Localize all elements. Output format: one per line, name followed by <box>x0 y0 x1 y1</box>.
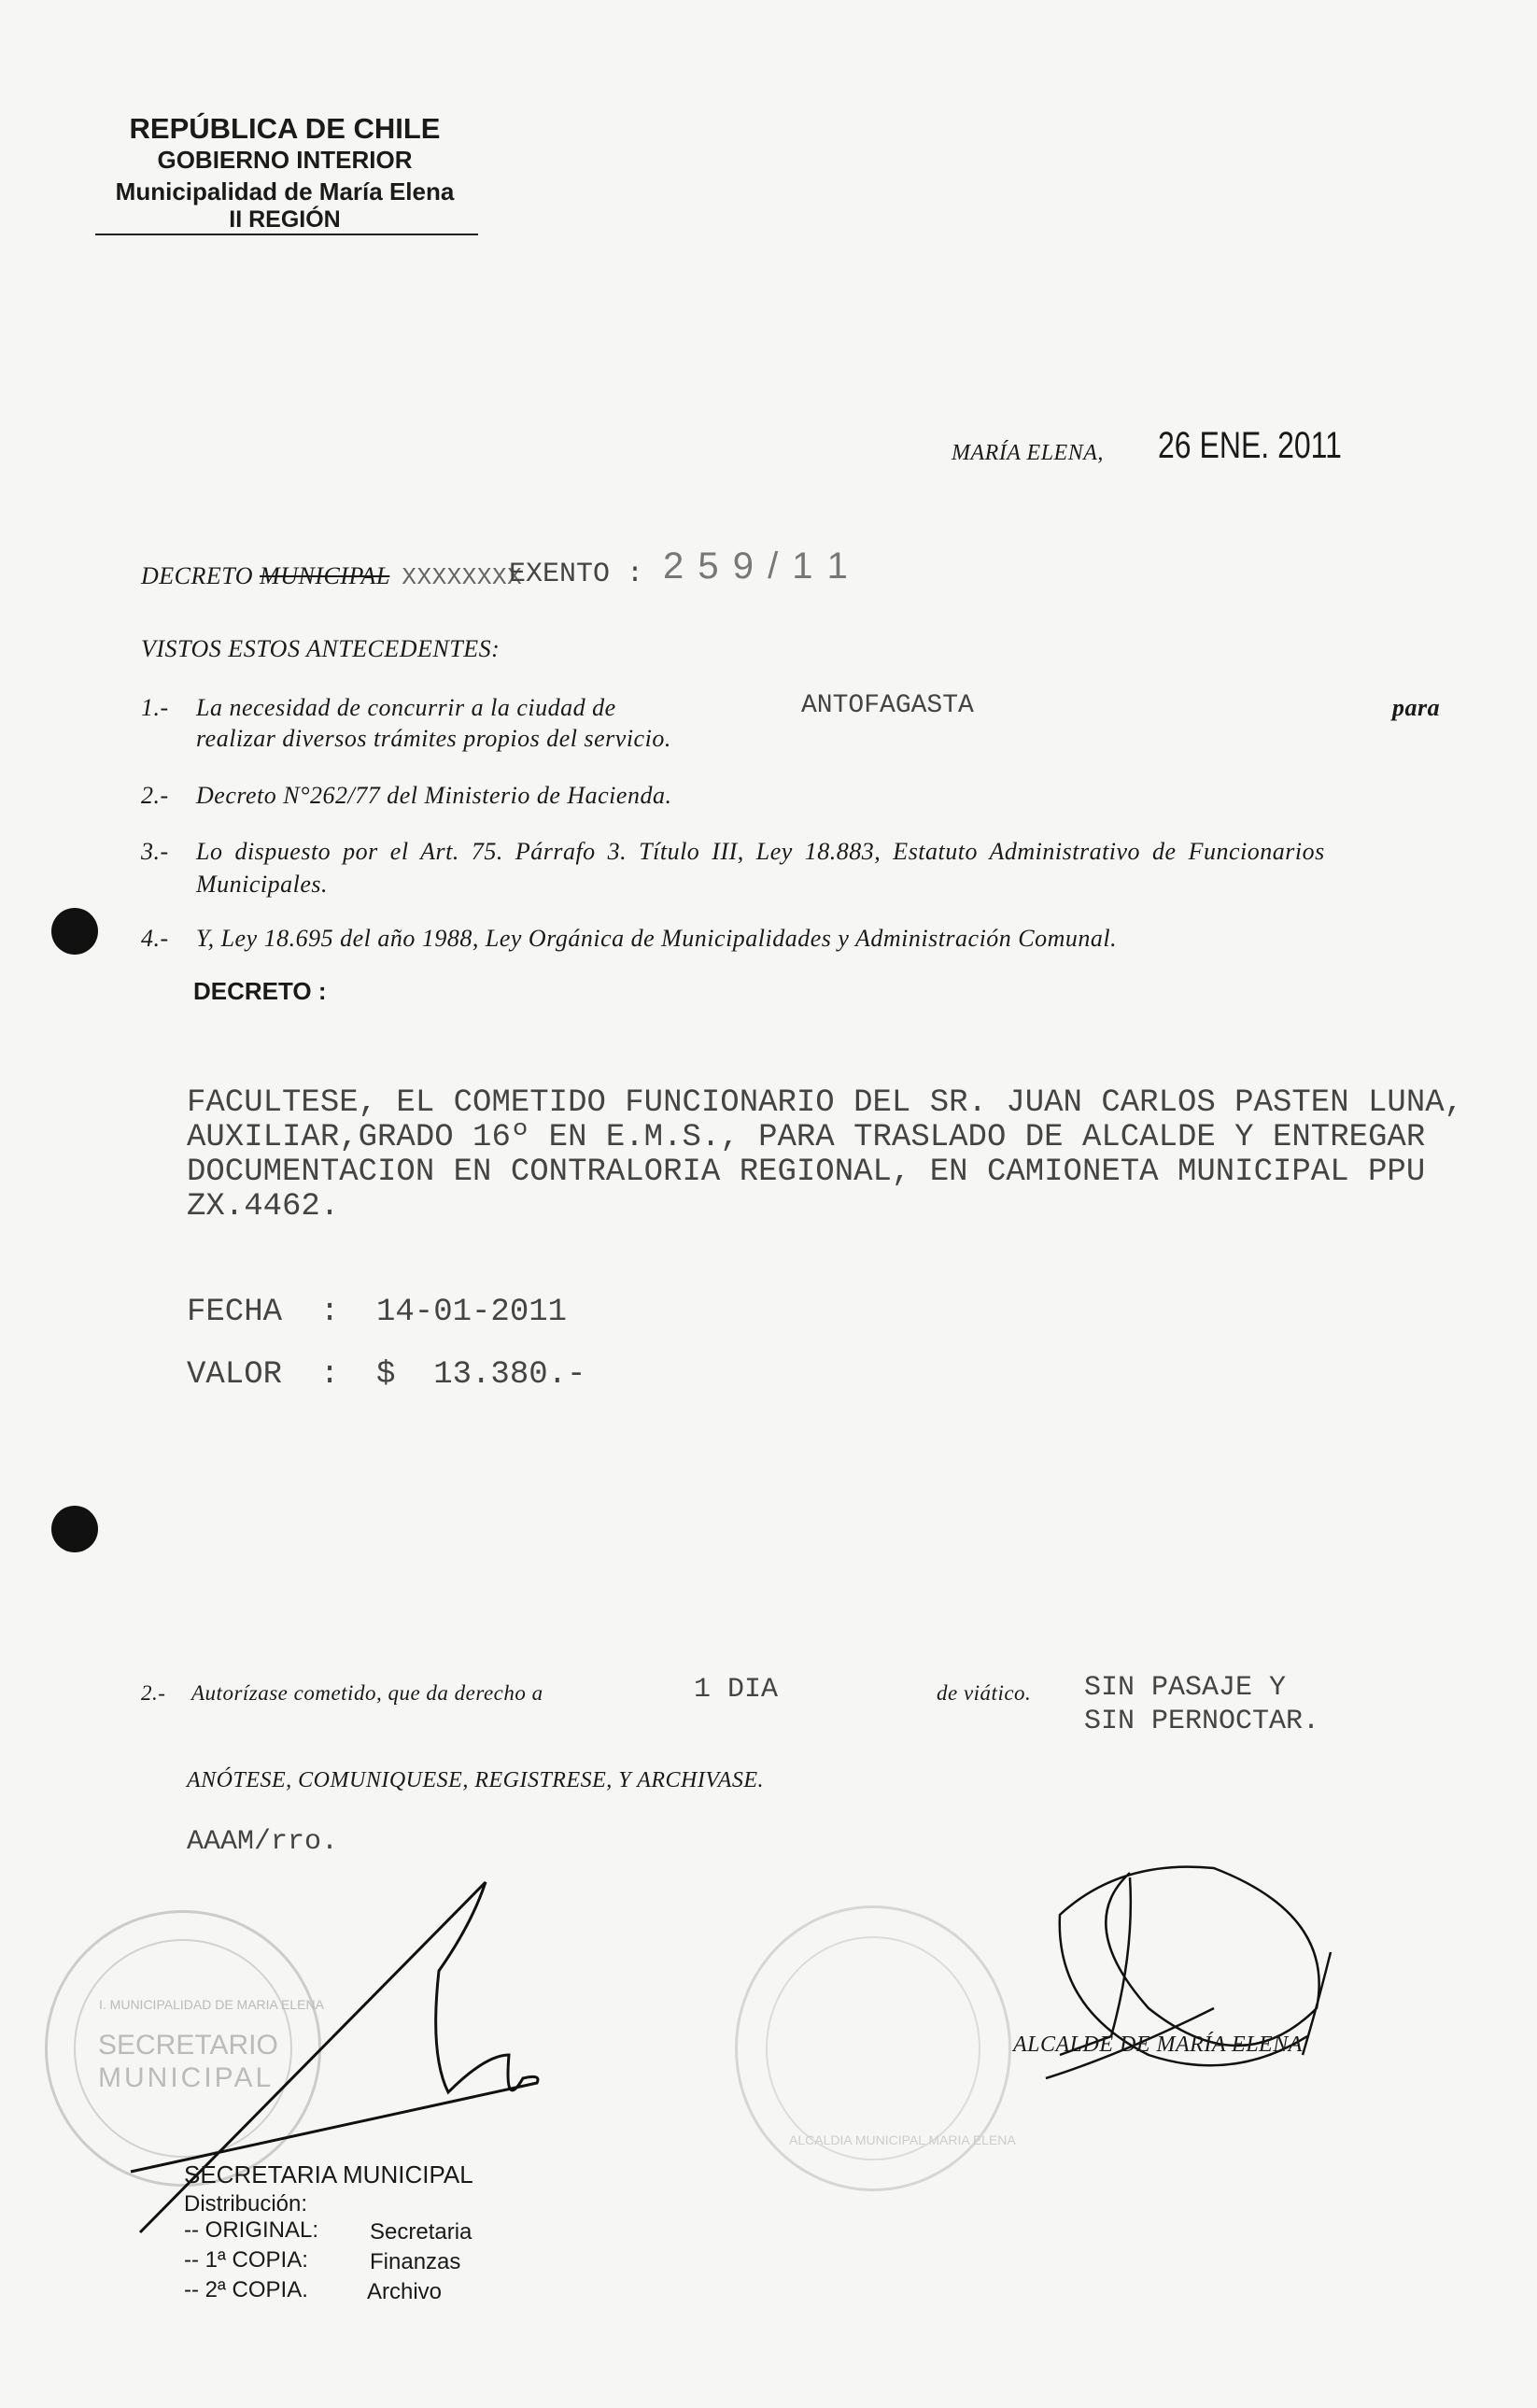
item-1-text: La necesidad de concurrir a la ciudad de <box>196 694 616 721</box>
fecha-label: FECHA : <box>187 1295 340 1330</box>
distribution-value-2: Finanzas <box>370 2249 461 2274</box>
item-3-text-2: Municipales. <box>196 871 329 898</box>
valor-value: $ 13.380.- <box>376 1357 586 1393</box>
header-republica: REPÚBLICA DE CHILE <box>129 112 441 145</box>
decree-word: DECRETO <box>141 562 254 589</box>
distribution-value-3: Archivo <box>367 2279 443 2304</box>
item-2-text: Decreto N°262/77 del Ministerio de Hacienda. <box>196 782 672 809</box>
secretary-stamp-ring: I. MUNICIPALIDAD DE MARIA ELENA <box>99 1997 324 2012</box>
item-4-number: 4.- <box>141 925 169 952</box>
mayor-stamp-ring: ALCALDIA MUNICIPAL MARIA ELENA <box>789 2132 1016 2147</box>
body-line-3: DOCUMENTACION EN CONTRALORIA REGIONAL, EN CAMIONETA MUNICIPAL PPU <box>187 1154 1426 1190</box>
item2-number: 2.- <box>141 1681 166 1705</box>
item-1-tail: para <box>1392 694 1441 721</box>
header-region: II REGIÓN <box>229 206 341 233</box>
closing-formula: ANÓTESE, COMUNIQUESE, REGISTRESE, Y ARCHIVASE. <box>187 1768 765 1792</box>
fecha-value: 14-01-2011 <box>376 1295 568 1330</box>
mayor-title: ALCALDE DE MARÍA ELENA <box>1013 2033 1303 2057</box>
distribution-label-3: -- 2ª COPIA. <box>184 2277 308 2302</box>
item2-note-1: SIN PASAJE Y <box>1084 1672 1287 1704</box>
item2-suffix: de viático. <box>937 1681 1032 1705</box>
decreto-heading: DECRETO : <box>193 977 327 1005</box>
item-3-text: Lo dispuesto por el Art. 75. Párrafo 3. Título III, Ley 18.883, Estatuto Administrativo de Funcionarios <box>196 838 1325 865</box>
secretary-title: SECRETARIA MUNICIPAL <box>184 2160 473 2188</box>
item-3-number: 3.- <box>141 838 169 865</box>
vistos-heading: VISTOS ESTOS ANTECEDENTES: <box>141 635 501 662</box>
decree-exento: EXENTO : <box>509 559 644 590</box>
item-1-number: 1.- <box>141 694 169 721</box>
item2-note-2: SIN PERNOCTAR. <box>1084 1706 1320 1737</box>
overtype-x: XXXXXXXX <box>402 563 523 591</box>
item2-days: 1 DIA <box>694 1674 779 1706</box>
initials: AAAM/rro. <box>187 1826 339 1858</box>
secretary-stamp-center-2: MUNICIPAL <box>98 2062 275 2093</box>
decree-number: 2 5 9 / 1 1 <box>663 545 850 587</box>
distribution-heading: Distribución: <box>184 2191 308 2217</box>
header-municipalidad: Municipalidad de María Elena <box>115 177 455 205</box>
header-gobierno: GOBIERNO INTERIOR <box>157 146 413 174</box>
distribution-label-1: -- ORIGINAL: <box>184 2217 319 2243</box>
body-line-2: AUXILIAR,GRADO 16º EN E.M.S., PARA TRASLADO DE ALCALDE Y ENTREGAR <box>187 1120 1426 1155</box>
secretary-stamp-center-1: SECRETARIO <box>98 2030 278 2061</box>
body-line-4: ZX.4462. <box>187 1189 340 1225</box>
item-1-city: ANTOFAGASTA <box>801 691 974 720</box>
distribution-label-2: -- 1ª COPIA: <box>184 2247 308 2273</box>
body-line-1: FACULTESE, EL COMETIDO FUNCIONARIO DEL SR. JUAN CARLOS PASTEN LUNA, <box>187 1085 1464 1121</box>
valor-label: VALOR : <box>187 1357 340 1393</box>
item2-text: Autorízase cometido, que da derecho a <box>191 1681 543 1705</box>
struck-text: MUNICIPAL <box>260 562 390 589</box>
date-stamp: 26 ENE. 2011 <box>1158 425 1342 466</box>
date-place: MARÍA ELENA, <box>952 441 1104 465</box>
distribution-value-1: Secretaria <box>370 2219 472 2245</box>
item-1-text-2: realizar diversos trámites propios del servicio. <box>196 725 671 752</box>
item-2-number: 2.- <box>141 782 169 809</box>
item-4-text: Y, Ley 18.695 del año 1988, Ley Orgánica de Municipalidades y Administración Comunal. <box>196 925 1118 952</box>
